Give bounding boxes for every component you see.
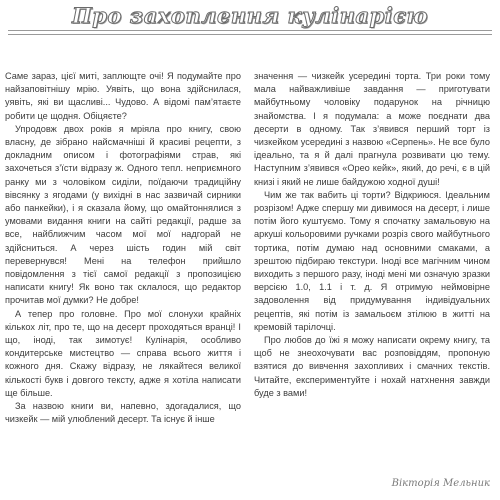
right-text-column — [254, 70, 490, 474]
title-rule-top — [8, 30, 492, 31]
paragraph: За назвою книги ви, напевно, здогадалися, що чизкейк — мій улюблений десерт. Та існує й інше — [5, 401, 241, 425]
paragraph: Саме зараз, цієї миті, заплющте очі! Я подумайте про найзаповітнішу мрію. Уявіть, що вона здійснилася, уявіть, які ви щасливі... Чудово. А відомі пам’ятаєте робити це щодня. Обіцяєте? — [5, 71, 241, 121]
title-rule-bottom — [8, 34, 492, 35]
paragraph: Упродовж двох років я мріяла про книгу, свою власну, де зібрано найсмачніші й красиві рецепти, з докладним описом і фотографіями страв, які захочеться з’їсти відразу ж. Одного тепл. неприємного ранку ми з чоловіком сиділи, поїдаючи традиційну вівсянку з ягодами (у вихідні в нас зазвичай сирники або панкейки), і я сказала йому, що омайтоннялися з умовами видання книги на сайті редакції, радше за все, найближчим часом мої мої надгорай не здійсниться. А через шість годин мій світ перевернувся! Мені на телефон прийшло повідомлення з тієї самої редакції з пропозицією написати книгу! Як воно так склалося, що редактор прочитав мої думки? Не добре! — [5, 123, 241, 306]
paragraph: значення — чизкейк усередині торта. Три роки тому мала найважливіше завдання — приготувати майбутньому чоловіку подарунок на річницю знайомства. І я подумала: а може поєднати два десерти в одному. Так з’явився перший торт із чизкейком усередині з назвою «Серпень». Не все було ідеально, та я й далі прагнула розвивати цю тему. Наступним з’явився «Орео кейк», який, до речі, є в цій книзі і який не лише байдужою ходної душі! — [254, 71, 490, 187]
left-text-column — [5, 70, 241, 474]
author-signature: Вікторія Мельник — [391, 478, 490, 489]
paragraph: Про любов до їжі я можу написати окрему книгу, та щоб не знеохочувати вас розповіддям, пропоную взятися до вивчення захопливих і смачних текстів. Читайте, експериментуйте і нохай натхнення завжди буде з вами! — [254, 335, 490, 398]
page-title: Про захоплення кулінарією — [71, 3, 429, 28]
paragraph: А тепер про головне. Про мої слонухи крайніх кількох літ, про те, що на десерт проходяться вранці! І що, іноді, так зимотує! Кулінарія, особливо кондитерське мистецтво — справа всього життя і кожного дня. Скажу відразу, не лякайтеся великої кількості букв і довгого тексту, адже я хотіла написати ще більше. — [5, 308, 241, 398]
paragraph: Чим же так вабить ці торти? Відкриюся. Ідеальним розрізом! Адже спершу ми дивимося на десерт, і лише потім його куштуємо. Тому я спочатку замальовую на аркуші кольоровими ручками розріз свого майбутнього тортика, потім думаю над основними смаками, а зрештою підбираю текстури. Іноді все магічним чином виходить з першого разу, іноді мені ми означую зразки версією 1.0, 1.1 і т. д. Я отримую неймовірне задоволення від придумування індивідуальних рецептів, які потім із замальоєм зтілюю в житті на кремовій тарілочці. — [254, 189, 490, 332]
